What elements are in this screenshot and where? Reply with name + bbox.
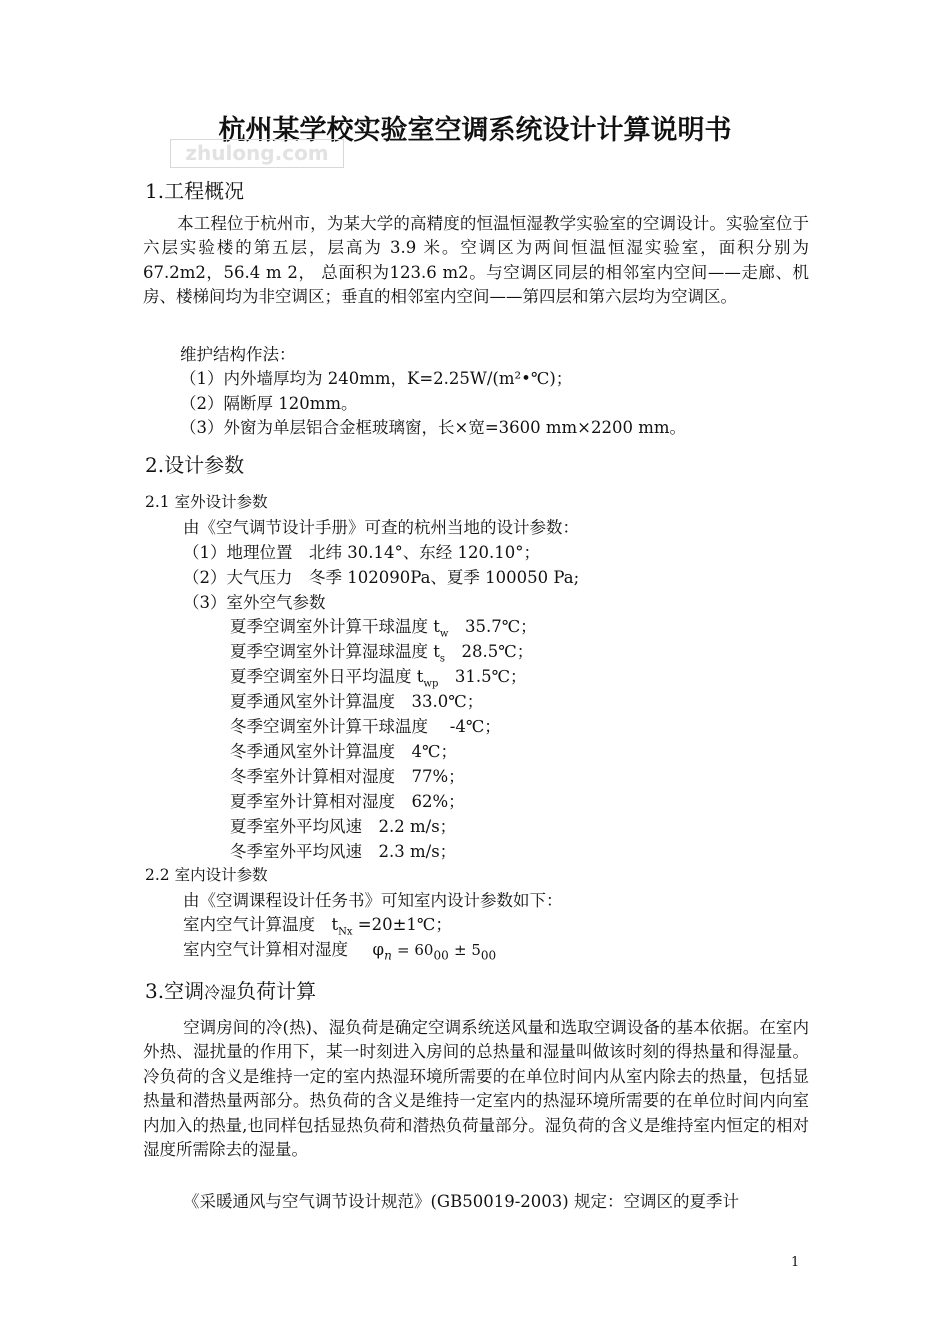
outdoor-item-air-params: （3）室外空气参数: [183, 593, 326, 612]
outdoor-item-location: （1）地理位置 北纬 30.14°、东经 120.10°；: [183, 543, 540, 562]
section-3-heading-part-a: 3.空调: [145, 979, 205, 1003]
indoor-rh-phi-subscript: n: [384, 948, 392, 963]
param-row: [230, 788, 465, 812]
structure-item-3: （3）外窗为单层铝合金框玻璃窗，长×宽=3600 mm×2200 mm。: [180, 418, 687, 437]
param-row: [230, 763, 465, 787]
param-value: 31.5℃；: [438, 667, 527, 686]
param-label: 冬季空调室外计算干球温度: [230, 717, 428, 736]
param-value: 33.0℃；: [395, 692, 484, 711]
indoor-temp-value: =20±1℃；: [352, 915, 452, 934]
param-value: -4℃；: [428, 717, 501, 736]
indoor-temp-subscript: Nx: [338, 926, 353, 938]
section-2-1-intro: 由《空气调节设计手册》可查的杭州当地的设计参数：: [183, 518, 579, 537]
param-row: [230, 613, 537, 639]
section-3-paragraph: [143, 1016, 809, 1162]
param-subscript: w: [439, 628, 449, 640]
param-label: 夏季空调室外计算干球温度 t: [230, 617, 440, 636]
indoor-rh-phi: φ: [372, 940, 385, 959]
param-subscript: wp: [423, 678, 439, 690]
structure-item-1: （1）内外墙厚均为 240mm，K=2.25W/(m²•℃)；: [180, 369, 573, 388]
section-3-heading: [145, 975, 316, 1004]
param-label: 冬季室外平均风速: [230, 842, 362, 861]
section-1-paragraph: [143, 212, 809, 310]
param-value: 77%；: [395, 767, 465, 786]
indoor-temp-label: 室内空气计算温度 t: [183, 915, 339, 934]
param-subscript: s: [439, 653, 446, 665]
indoor-rh-value-sub: 0: [441, 948, 449, 963]
indoor-rh-row: [183, 936, 496, 962]
param-value: 2.3 m/s；: [362, 842, 457, 861]
indoor-rh-label: 室内空气计算相对湿度: [183, 940, 348, 959]
indoor-rh-tolerance-sub: 0: [480, 948, 489, 963]
param-value: 2.2 m/s；: [362, 817, 457, 836]
param-value: 62%；: [395, 792, 465, 811]
param-row: [230, 838, 456, 862]
param-value: 4℃；: [395, 742, 457, 761]
section-1-heading: 1.工程概况: [145, 179, 245, 203]
param-label: 冬季通风室外计算温度: [230, 742, 395, 761]
param-row: [230, 638, 533, 664]
param-row: [230, 688, 483, 712]
param-row: [230, 663, 527, 689]
section-2-2-heading: 2.2 室内设计参数: [145, 866, 268, 884]
param-row: [230, 713, 501, 737]
watermark-stamp: zhulong.com: [170, 139, 344, 168]
section-1-paragraph-text: 本工程位于杭州市，为某大学的高精度的恒温恒湿教学实验室的空调设计。实验室位于六层实验楼的第五层，层高为 3.9 米。空调区为两间恒温恒湿实验室，面积分别为 67.2m2，56.4 m 2， 总面积为123.6 m2。与空调区同层的相邻室内空间——走廊、机房、楼梯间均为非空调区；垂直的相邻室内空间——第四层和第六层均为空调区。: [143, 214, 809, 307]
param-label: 冬季室外计算相对湿度: [230, 767, 395, 786]
outdoor-item-pressure: （2）大气压力 冬季 102090Pa、夏季 100050 Pa;: [183, 568, 580, 587]
param-label: 夏季空调室外日平均温度 t: [230, 667, 424, 686]
param-label: 夏季室外平均风速: [230, 817, 362, 836]
section-2-2-intro: 由《空调课程设计任务书》可知室内设计参数如下：: [183, 891, 563, 910]
param-row: [230, 813, 456, 837]
param-value: 28.5℃；: [445, 642, 534, 661]
section-3-paragraph-2: 《采暖通风与空气调节设计规范》(GB50019-2003) 规定：空调区的夏季计: [183, 1192, 739, 1211]
param-label: 夏季通风室外计算温度: [230, 692, 395, 711]
section-2-1-heading: 2.1 室外设计参数: [145, 493, 268, 511]
param-row: [230, 738, 457, 762]
section-3-paragraph-text: 空调房间的冷(热)、湿负荷是确定空调系统送风量和选取空调设备的基本依据。在室内外热、湿扰量的作用下，某一时刻进入房间的总热量和湿量叫做该时刻的得热量和得湿量。冷负荷的含义是维持一定的室内热湿环境所需要的在单位时间内从室内除去的热量，包括显热量和潜热量两部分。热负荷的含义是维持一定室内的热湿环境所需要的在单位时间内向室内加入的热量,也同样包括显热负荷和潜热负荷量部分。湿负荷的含义是维持室内恒定的相对湿度所需除去的湿量。: [143, 1018, 809, 1160]
indoor-temp-row: [183, 911, 452, 937]
indoor-rh-tolerance-sub: 0: [488, 948, 497, 963]
structure-label: 维护结构作法：: [180, 345, 296, 364]
document-title: 杭州某学校实验室空调系统设计计算说明书: [218, 115, 732, 146]
page-number: 1: [791, 1255, 800, 1270]
param-value: 35.7℃；: [448, 617, 537, 636]
structure-item-2: （2）隔断厚 120mm。: [180, 394, 358, 413]
section-3-heading-part-c: 负荷计算: [236, 979, 317, 1003]
indoor-rh-value-sub: 0: [433, 948, 442, 963]
section-2-heading: 2.设计参数: [145, 453, 245, 477]
indoor-rh-tolerance: ± 5: [454, 941, 481, 959]
section-3-heading-part-b: 冷湿: [204, 983, 237, 1002]
param-label: 夏季室外计算相对湿度: [230, 792, 395, 811]
param-label: 夏季空调室外计算湿球温度 t: [230, 642, 440, 661]
indoor-rh-value: = 60: [397, 941, 434, 959]
